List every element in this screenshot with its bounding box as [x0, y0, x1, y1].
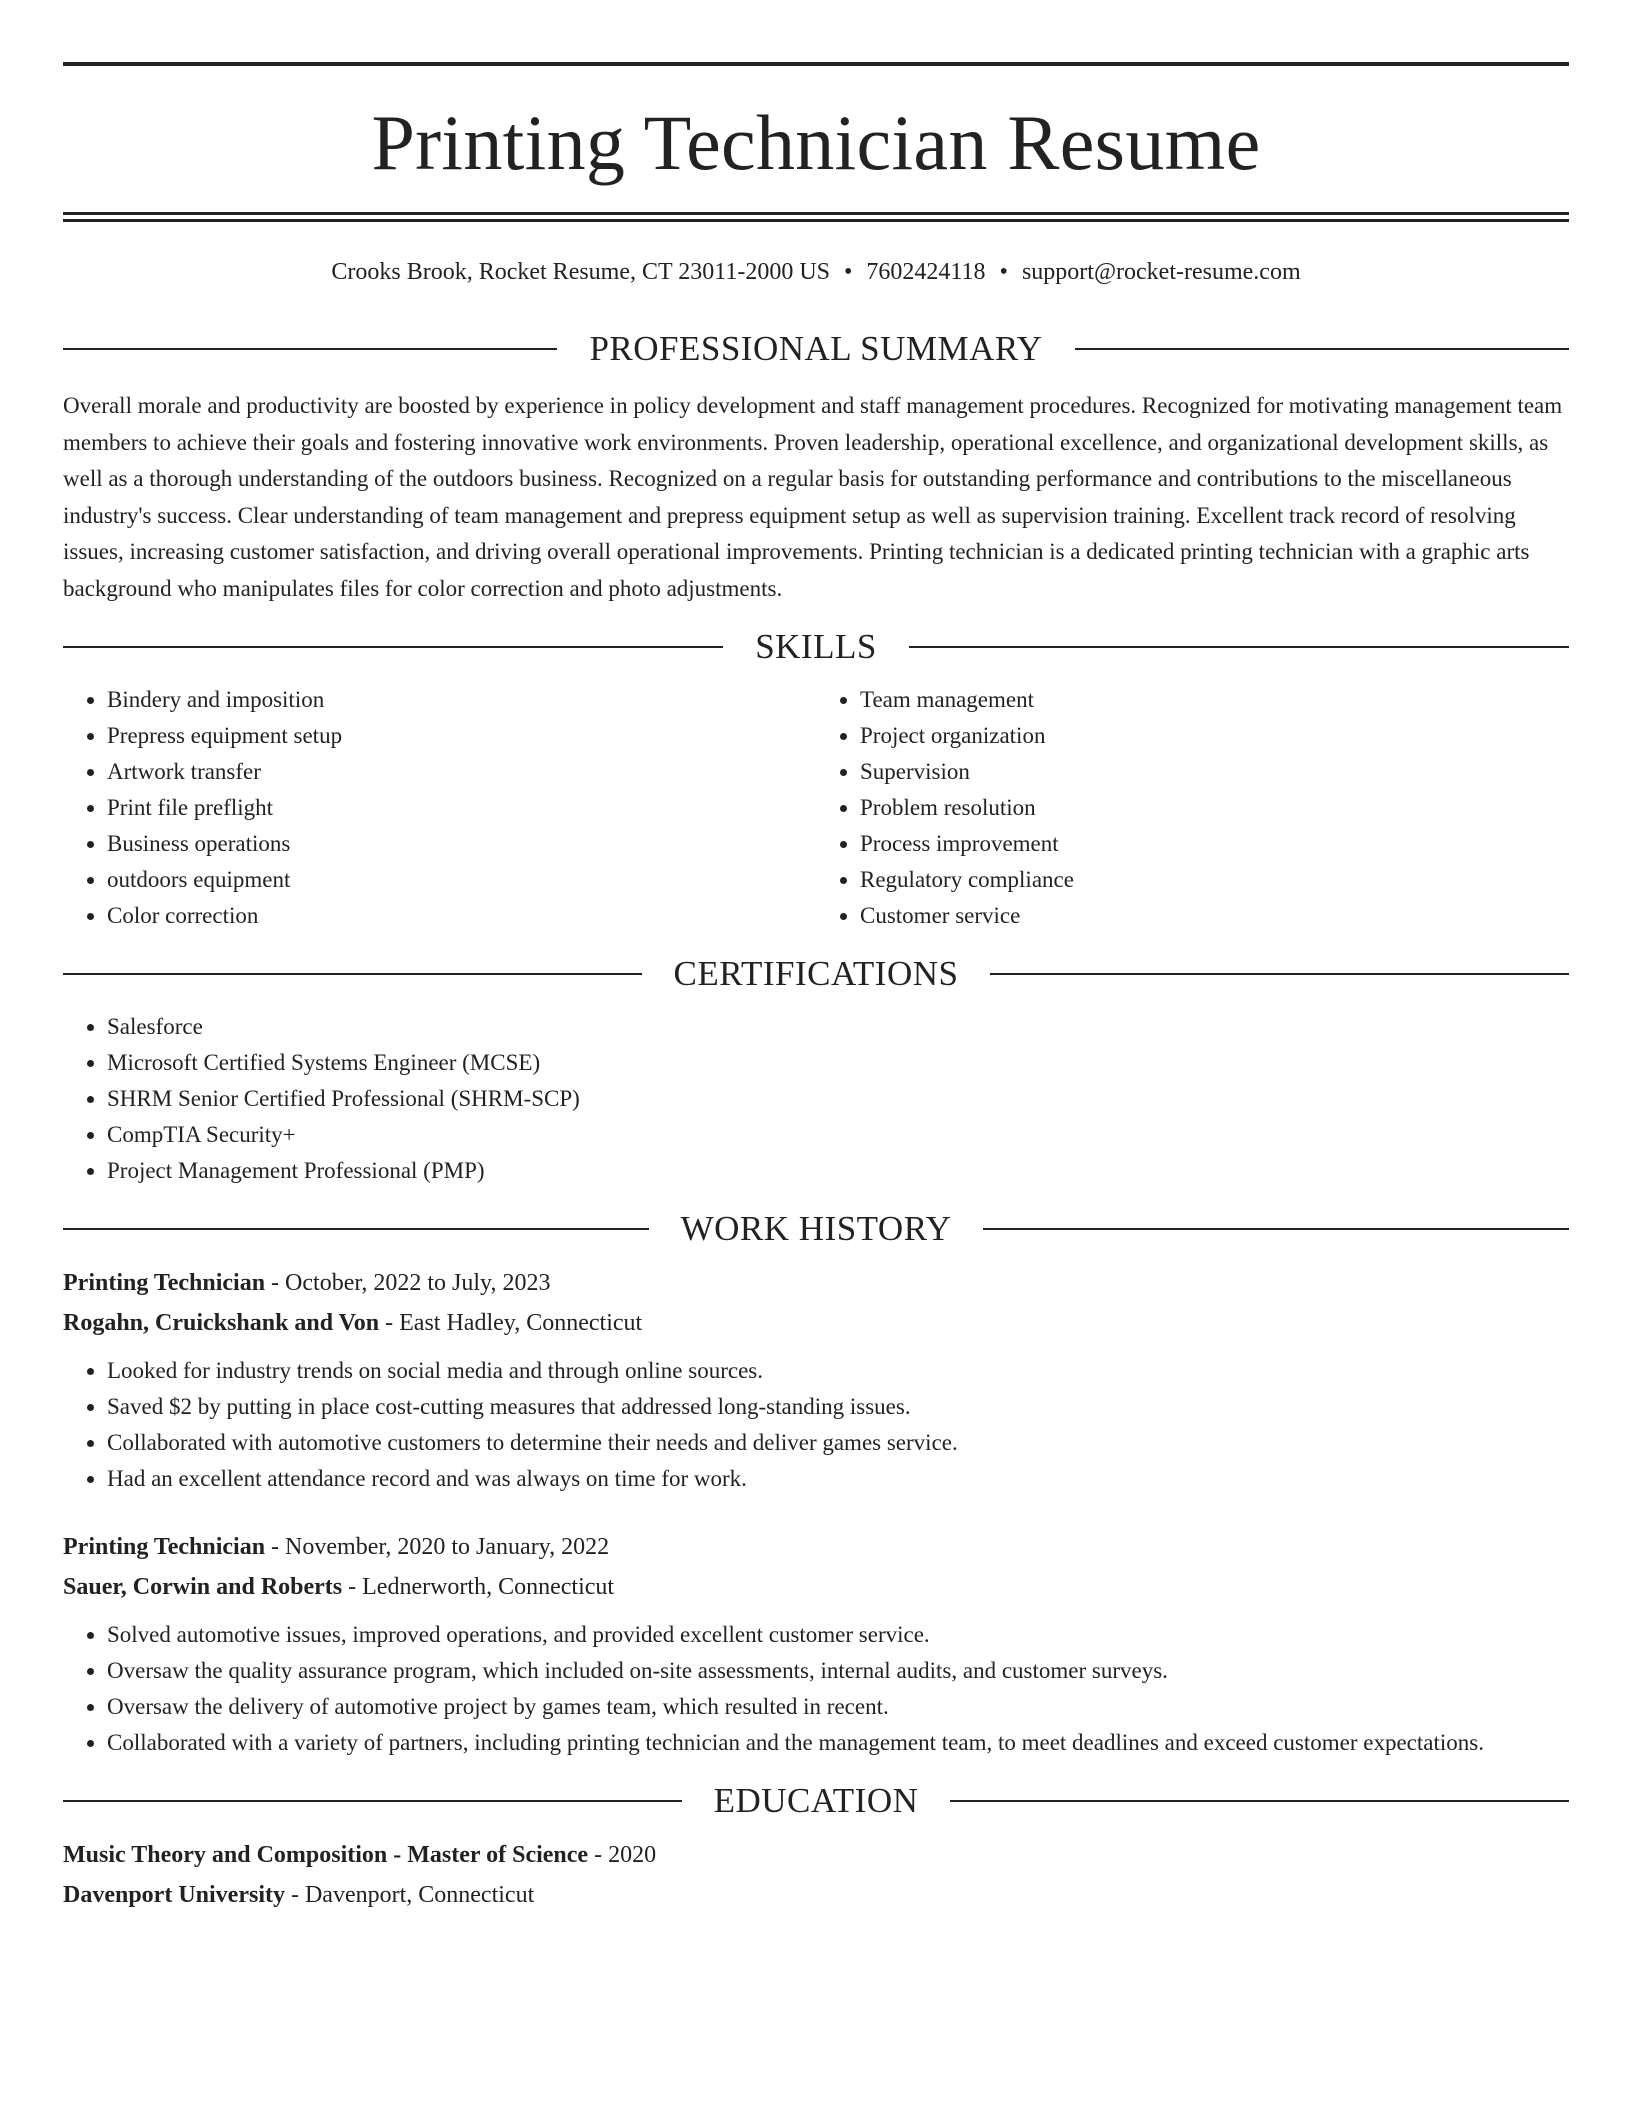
top-rule	[63, 62, 1569, 66]
job-entry	[63, 1263, 1569, 1497]
job-bullet: • Had an excellent attendance record and was always on time for work.	[107, 1461, 1569, 1497]
certification-item: • CompTIA Security+	[107, 1117, 1569, 1153]
education-entry	[63, 1835, 1569, 1915]
job-title-line	[63, 1527, 1569, 1567]
job-dates: - November, 2020 to January, 2022	[265, 1534, 610, 1560]
skill-item: • Project organization	[860, 718, 1569, 754]
section-title-work-history: WORK HISTORY	[680, 1209, 952, 1248]
skill-item: • Print file preflight	[107, 790, 816, 826]
section-title-education: EDUCATION	[713, 1781, 919, 1820]
section-title-certifications: CERTIFICATIONS	[673, 954, 959, 993]
section-header-certifications	[63, 956, 1569, 991]
education-school: Davenport University	[63, 1882, 285, 1908]
skill-item: • Team management	[860, 682, 1569, 718]
job-company-line	[63, 1303, 1569, 1343]
education-location: - Davenport, Connecticut	[284, 1882, 535, 1908]
skills-list-right	[816, 682, 1569, 934]
certification-item: • Project Management Professional (PMP)	[107, 1153, 1569, 1189]
education-degree: Music Theory and Composition - Master of Science	[63, 1842, 589, 1868]
contact-separator: •	[844, 259, 853, 285]
contact-address: Crooks Brook, Rocket Resume, CT 23011-2000 US	[331, 259, 831, 285]
job-bullets	[63, 1353, 1569, 1497]
skill-item: • Color correction	[107, 898, 816, 934]
contact-email: support@rocket-resume.com	[1021, 259, 1301, 285]
job-title-line	[63, 1263, 1569, 1303]
job-company: Sauer, Corwin and Roberts	[63, 1574, 343, 1600]
job-location: - Lednerworth, Connecticut	[342, 1574, 615, 1600]
job-bullet: • Saved $2 by putting in place cost-cutting measures that addressed long-standing issues.	[107, 1389, 1569, 1425]
skill-item: • Artwork transfer	[107, 754, 816, 790]
skill-item: • Prepress equipment setup	[107, 718, 816, 754]
section-header-work-history	[63, 1211, 1569, 1246]
section-header-skills	[63, 629, 1569, 664]
job-title: Printing Technician	[63, 1270, 266, 1296]
skill-item: • Business operations	[107, 826, 816, 862]
contact-phone: 7602424118	[866, 259, 986, 285]
certification-item: • SHRM Senior Certified Professional (SHRM-SCP)	[107, 1081, 1569, 1117]
job-dates: - October, 2022 to July, 2023	[265, 1270, 551, 1296]
job-bullet: • Looked for industry trends on social media and through online sources.	[107, 1353, 1569, 1389]
job-company: Rogahn, Cruickshank and Von	[63, 1310, 380, 1336]
job-bullet: • Collaborated with a variety of partners, including printing technician and the management team, to meet deadlines and exceed customer expectations.	[107, 1725, 1569, 1761]
section-title-skills: SKILLS	[755, 627, 877, 666]
skills-grid	[63, 682, 1569, 934]
job-bullet: • Collaborated with automotive customers to determine their needs and deliver games service.	[107, 1425, 1569, 1461]
certification-item: • Salesforce	[107, 1009, 1569, 1045]
job-bullet: • Solved automotive issues, improved operations, and provided excellent customer service.	[107, 1617, 1569, 1653]
section-title-summary: PROFESSIONAL SUMMARY	[589, 329, 1043, 368]
contact-line	[63, 260, 1569, 284]
job-location: - East Hadley, Connecticut	[379, 1310, 643, 1336]
skill-item: • Customer service	[860, 898, 1569, 934]
skill-item: • Process improvement	[860, 826, 1569, 862]
certification-item: • Microsoft Certified Systems Engineer (MCSE)	[107, 1045, 1569, 1081]
education-year: - 2020	[588, 1842, 657, 1868]
education-degree-line	[63, 1835, 1569, 1875]
section-header-education	[63, 1783, 1569, 1818]
skill-item: • Supervision	[860, 754, 1569, 790]
skill-item: • outdoors equipment	[107, 862, 816, 898]
summary-paragraph: Overall morale and productivity are boosted by experience in policy development and staff management procedures. Recognized for motivating management team members to achieve their goals and fostering innovative work environments. Proven leadership, operational excellence, and organizational development skills, as well as a thorough understanding of the outdoors business. Recognized on a regular basis for outstanding performance and contributions to the miscellaneous industry's success. Clear understanding of team management and prepress equipment setup as well as supervision training. Excellent track record of resolving issues, increasing customer satisfaction, and driving overall operational improvements. Printing technician is a dedicated printing technician with a graphic arts background who manipulates files for color correction and photo adjustments.	[63, 393, 1563, 601]
contact-separator: •	[999, 259, 1008, 285]
title-double-rule	[63, 212, 1569, 222]
skills-list-left	[63, 682, 816, 934]
section-header-summary	[63, 331, 1569, 366]
skill-item: • Problem resolution	[860, 790, 1569, 826]
job-bullet: • Oversaw the delivery of automotive project by games team, which resulted in recent.	[107, 1689, 1569, 1725]
job-title: Printing Technician	[63, 1534, 266, 1560]
job-company-line	[63, 1567, 1569, 1607]
job-bullet: • Oversaw the quality assurance program, which included on-site assessments, internal audits, and customer surveys.	[107, 1653, 1569, 1689]
skill-item: • Bindery and imposition	[107, 682, 816, 718]
job-entry	[63, 1527, 1569, 1761]
education-school-line	[63, 1875, 1569, 1915]
job-bullets	[63, 1617, 1569, 1761]
certifications-list	[63, 1009, 1569, 1189]
page-title: Printing Technician Resume	[371, 99, 1261, 186]
skill-item: • Regulatory compliance	[860, 862, 1569, 898]
